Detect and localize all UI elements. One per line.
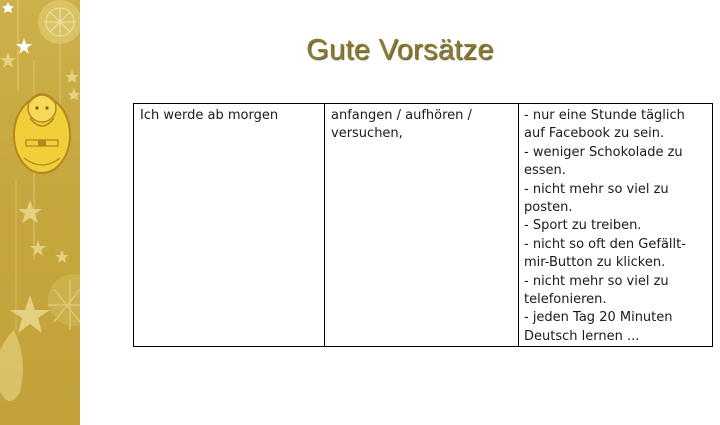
list-item: - weniger Schokolade zu: [524, 144, 683, 160]
list-item: Deutsch lernen ...: [524, 328, 640, 344]
ornament-ball-icon: [38, 0, 80, 44]
list-item: - nicht mehr so viel zu: [524, 181, 669, 197]
cell-text: anfangen / aufhören /: [331, 108, 472, 123]
cell-text: versuchen,: [331, 126, 403, 142]
list-item: auf Facebook zu sein.: [524, 126, 665, 142]
decorative-sidebar: [0, 0, 80, 425]
table-cell-resolutions: [519, 104, 713, 347]
list-item: - jeden Tag 20 Minuten: [524, 310, 673, 326]
list-item: - nicht so oft den Gefällt-: [524, 236, 686, 252]
list-item: posten.: [524, 200, 573, 216]
ornament-ball-icon: [0, 330, 23, 401]
table-row: [134, 104, 713, 347]
table-cell-verbs: [325, 104, 519, 347]
santa-cookie-icon: [14, 94, 70, 173]
resolutions-table: [133, 103, 713, 347]
cell-text: Ich werde ab morgen: [140, 108, 279, 123]
christmas-decoration: [0, 0, 80, 425]
list-item: mir-Button zu klicken.: [524, 255, 666, 271]
list-item: - nur eine Stunde täglich: [524, 108, 685, 123]
slide-title: Gute Vorsätze: [306, 34, 494, 66]
list-item: telefonieren.: [524, 292, 607, 308]
list-item: - nicht mehr so viel zu: [524, 273, 669, 289]
star-icon: [2, 2, 32, 54]
list-item: - Sport zu treiben.: [524, 218, 642, 234]
table-cell-subject: [134, 104, 325, 347]
list-item: essen.: [524, 163, 566, 179]
